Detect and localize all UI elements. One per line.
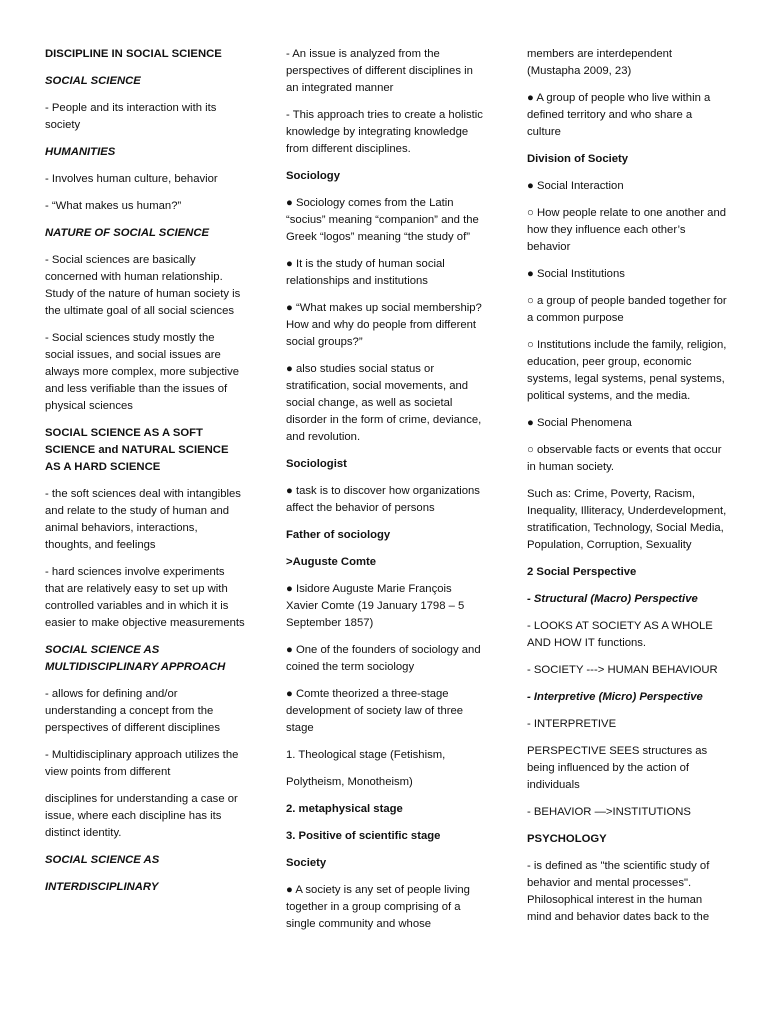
col2-paragraph-3: ● Sociology comes from the Latin “socius” meaning “companion” and the Greek “logos” meaning “the study of” [286,197,479,243]
col3-paragraph-16: - INTERPRETIVE [527,718,617,730]
col2-paragraph-15: Polytheism, Monotheism) [286,776,413,788]
col2-paragraph-7: Sociologist [286,458,347,470]
col3-paragraph-12: - Structural (Macro) Perspective [527,593,698,605]
col3-paragraph-1: ● A group of people who live within a defined territory and who share a culture [527,92,711,138]
col3-paragraph-6: ○ a group of people banded together for a common purpose [527,295,727,324]
col2-paragraph-2: Sociology [286,170,340,182]
col1-paragraph-5: - “What makes us human?” [45,200,182,212]
col3-paragraph-11: 2 Social Perspective [527,566,637,578]
col1-paragraph-7: - Social sciences are basically concerned with human relationship. Study of the nature of human society is the ultimate goal of all social sciences [45,254,241,317]
col3-paragraph-17: PERSPECTIVE SEES structures as being influenced by the action of individuals [527,745,708,791]
col2-paragraph-4: ● It is the study of human social relationships and institutions [286,258,445,287]
col1-paragraph-8: - Social sciences study mostly the social issues, and social issues are always more complex, more subjective and less verifiable than the issues of physical sciences [45,332,239,412]
column-right [527,46,727,936]
col1-paragraph-14: - Multidisciplinary approach utilizes the view points from different [45,749,239,778]
col3-paragraph-8: ● Social Phenomena [527,417,632,429]
col2-paragraph-18: Society [286,857,327,869]
col1-paragraph-10: - the soft sciences deal with intangibles and relate to the study of human and animal behaviors, interactions, thoughts, and feelings [45,488,241,551]
col1-paragraph-13: - allows for defining and/or understanding a concept from the perspectives of different disciplines [45,688,220,734]
column-middle [286,46,486,943]
col3-paragraph-0: members are interdependent (Mustapha 2009, 23) [527,48,673,77]
col3-paragraph-19: PSYCHOLOGY [527,833,607,845]
col2-paragraph-17: 3. Positive of scientific stage [286,830,441,842]
col3-paragraph-7: ○ Institutions include the family, religion, education, peer group, economic systems, legal systems, penal systems, political systems, and the media. [527,339,727,402]
col3-paragraph-20: - is defined as "the scientific study of behavior and mental processes". Philosophical interest in the human mind and behavior dates back to the [527,860,710,923]
col1-paragraph-6: NATURE OF SOCIAL SCIENCE [45,227,210,239]
col1-paragraph-2: - People and its interaction with its society [45,102,217,131]
col2-paragraph-14: 1. Theological stage (Fetishism, [286,749,446,761]
col1-paragraph-17: INTERDISCIPLINARY [45,881,159,893]
col1-paragraph-3: HUMANITIES [45,146,116,158]
col1-paragraph-4: - Involves human culture, behavior [45,173,218,185]
col3-paragraph-10: Such as: Crime, Poverty, Racism, Inequality, Illiteracy, Underdevelopment, stratification, Technology, Social Media, Population, Corruption, Sexuality [527,488,727,551]
col2-paragraph-16: 2. metaphysical stage [286,803,403,815]
col2-paragraph-19: ● A society is any set of people living together in a group comprising of a single community and whose [286,884,470,930]
col2-paragraph-1: - This approach tries to create a holistic knowledge by integrating knowledge from different disciplines. [286,109,483,155]
col2-paragraph-12: ● One of the founders of sociology and coined the term sociology [286,644,481,673]
col2-paragraph-9: Father of sociology [286,529,391,541]
col1-paragraph-0: DISCIPLINE IN SOCIAL SCIENCE [45,48,222,60]
col2-paragraph-8: ● task is to discover how organizations affect the behavior of persons [286,485,480,514]
col1-paragraph-1: SOCIAL SCIENCE [45,75,141,87]
col3-paragraph-18: - BEHAVIOR —>INSTITUTIONS [527,806,691,818]
col2-paragraph-10: >Auguste Comte [286,556,377,568]
col2-paragraph-0: - An issue is analyzed from the perspectives of different disciplines in an integrated manner [286,48,473,94]
col3-paragraph-15: - Interpretive (Micro) Perspective [527,691,703,703]
col2-paragraph-6: ● also studies social status or stratification, social movements, and social change, as well as societal disorder in the form of crime, deviance, and revolution. [286,363,482,443]
col2-paragraph-5: ● “What makes up social membership? How and why do people from different social groups?” [286,302,482,348]
col3-paragraph-14: - SOCIETY ---> HUMAN BEHAVIOUR [527,664,718,676]
column-left [45,46,245,906]
col3-paragraph-3: ● Social Interaction [527,180,624,192]
col1-paragraph-15: disciplines for understanding a case or issue, where each discipline has its distinct identity. [45,793,238,839]
col1-paragraph-12: SOCIAL SCIENCE AS MULTIDISCIPLINARY APPROACH [45,644,226,673]
col2-paragraph-11: ● Isidore Auguste Marie François Xavier Comte (19 January 1798 – 5 September 1857) [286,583,465,629]
col1-paragraph-11: - hard sciences involve experiments that are relatively easy to set up with controlled variables and in which it is easier to make objective measurements [45,566,245,629]
col3-paragraph-13: - LOOKS AT SOCIETY AS A WHOLE AND HOW IT functions. [527,620,713,649]
col3-paragraph-5: ● Social Institutions [527,268,625,280]
col3-paragraph-9: ○ observable facts or events that occur in human society. [527,444,722,473]
col3-paragraph-2: Division of Society [527,153,629,165]
col1-paragraph-9: SOCIAL SCIENCE AS A SOFT SCIENCE and NATURAL SCIENCE AS A HARD SCIENCE [45,427,229,473]
col3-paragraph-4: ○ How people relate to one another and how they influence each other’s behavior [527,207,727,253]
col2-paragraph-13: ● Comte theorized a three-stage development of society law of three stage [286,688,464,734]
col1-paragraph-16: SOCIAL SCIENCE AS [45,854,160,866]
